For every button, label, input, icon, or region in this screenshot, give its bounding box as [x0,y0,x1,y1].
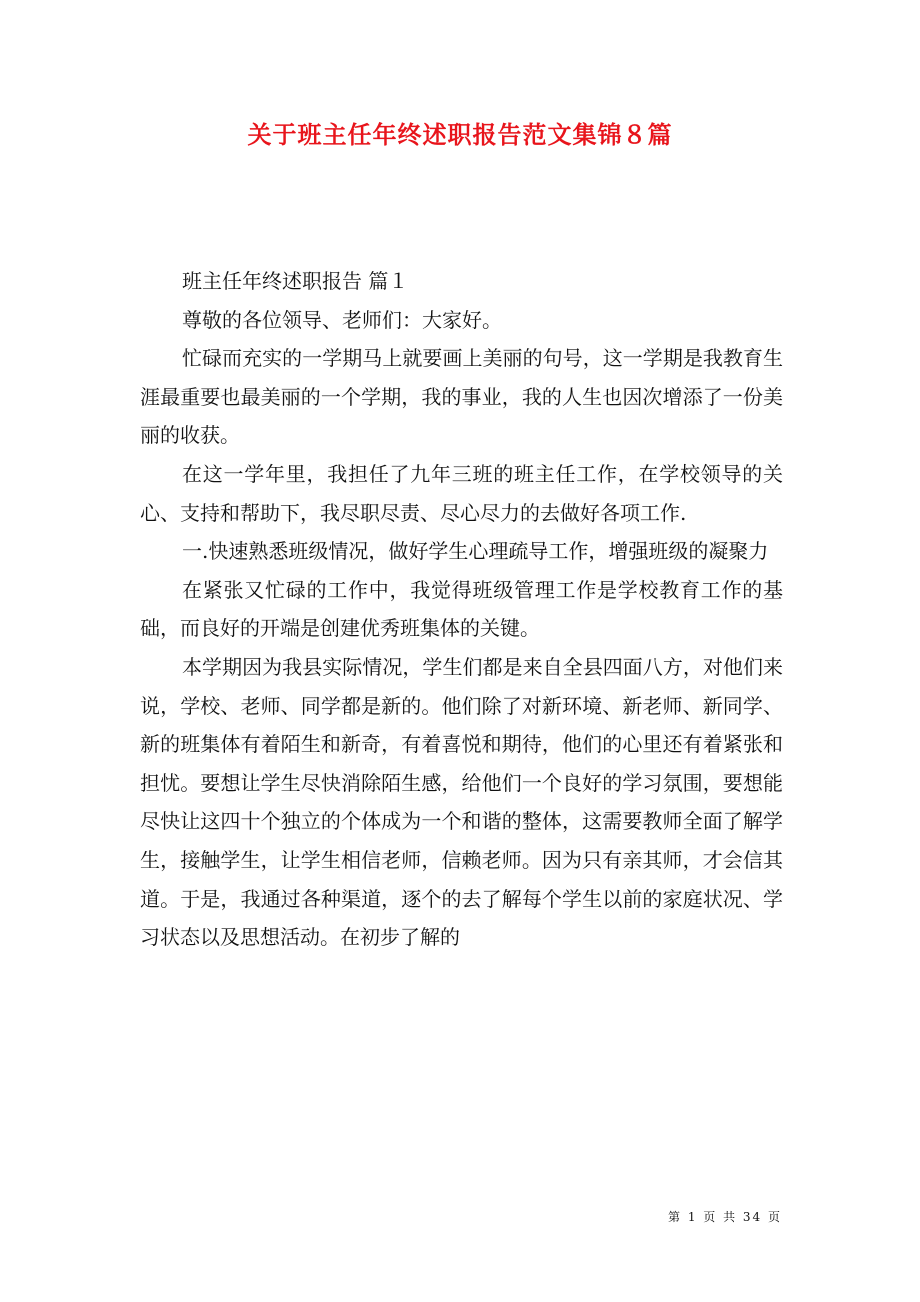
document-body [140,262,783,957]
body-paragraph: 在紧张又忙碌的工作中，我觉得班级管理工作是学校教育工作的基础，而良好的开端是创建优秀班集体的关键。 [140,577,783,641]
body-paragraph: 本学期因为我县实际情况，学生们都是来自全县四面八方，对他们来说，学校、老师、同学都是新的。他们除了对新环境、新老师、新同学、新的班集体有着陌生和新奇，有着喜悦和期待，他们的心里还有着紧张和担忧。要想让学生尽快消除陌生感，给他们一个良好的学习氛围，要想能尽快让这四十个独立的个体成为一个和谐的整体，这需要教师全面了解学生，接触学生，让学生相信老师，信赖老师。因为只有亲其师，才会信其道。于是，我通过各种渠道，逐个的去了解每个学生以前的家庭状况、学习状态以及思想活动。在初步了解的 [140,654,783,950]
subheading-paragraph: 一.快速熟悉班级情况，做好学生心理疏导工作，增强班级的凝聚力 [182,539,769,564]
body-paragraph: 在这一学年里，我担任了九年三班的班主任工作，在学校领导的关心、支持和帮助下，我尽职尽责、尽心尽力的去做好各项工作. [140,461,783,525]
page-number-footer: 第 1 页 共 34 页 [668,1210,782,1224]
body-paragraph: 忙碌而充实的一学期马上就要画上美丽的句号，这一学期是我教育生涯最重要也最美丽的一个学期，我的事业，我的人生也因次增添了一份美丽的收获。 [140,346,783,448]
salutation-paragraph: 尊敬的各位领导、老师们：大家好。 [182,307,502,332]
section-heading: 班主任年终述职报告 篇１ [182,269,409,293]
document-title: 关于班主任年终述职报告范文集锦８篇 [247,120,673,149]
